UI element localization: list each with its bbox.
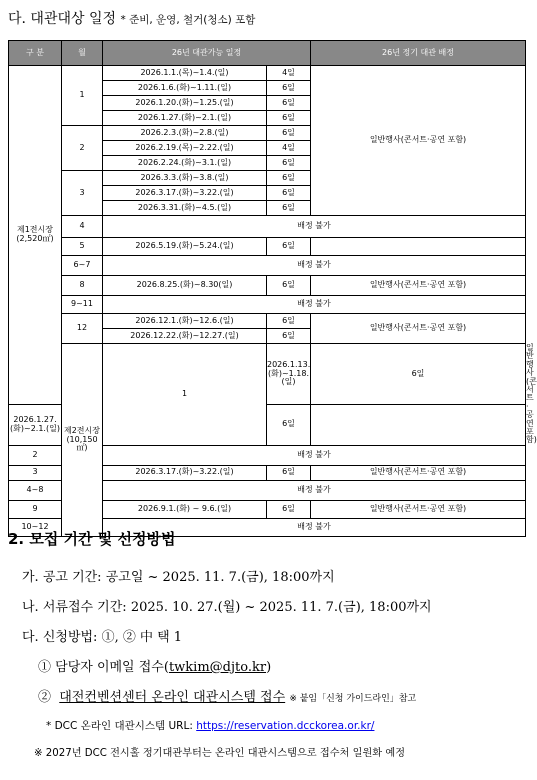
month-cell: 2 bbox=[62, 126, 103, 171]
month-cell: 1 bbox=[62, 66, 103, 126]
days-cell: 6일 bbox=[267, 500, 311, 518]
days-cell: 6일 bbox=[267, 201, 311, 216]
days-cell: 6일 bbox=[267, 404, 311, 445]
date-cell: 2026.1.20.(화)~1.25.(일) bbox=[103, 96, 267, 111]
application-method: 다. 신청방법: ①, ② 中 택 1 bbox=[22, 630, 183, 645]
month-cell: 9 bbox=[9, 500, 62, 518]
unavailable-cell: 배정 불가 bbox=[103, 296, 526, 314]
unavailable-cell: 배정 불가 bbox=[103, 480, 526, 500]
days-cell: 6일 bbox=[267, 314, 311, 329]
submission-period: 나. 서류접수 기간: 2025. 10. 27.(월) ~ 2025. 11. 7.(금), 18:00까지 bbox=[22, 600, 432, 615]
days-cell: 4일 bbox=[267, 141, 311, 156]
unavailable-cell: 배정 불가 bbox=[103, 256, 526, 276]
heading-note: * 준비, 운영, 철거(청소) 포함 bbox=[120, 14, 256, 26]
month-cell: 1 bbox=[103, 344, 267, 446]
option1-prefix: ① 담당자 이메일 접수( bbox=[38, 660, 169, 675]
date-cell: 2026.1.13.(화)~1.18.(일) bbox=[267, 344, 311, 405]
days-cell: 6일 bbox=[267, 96, 311, 111]
month-cell: 4 bbox=[62, 216, 103, 238]
unavailable-cell: 배정 불가 bbox=[103, 216, 526, 238]
date-cell: 2026.1.27.(화)~2.1.(일) bbox=[103, 111, 267, 126]
header-month: 월 bbox=[62, 41, 103, 66]
header-available: 26년 대관가능 일정 bbox=[103, 41, 311, 66]
reservation-link[interactable]: https://reservation.dcckorea.or.kr/ bbox=[196, 720, 375, 732]
option1-line bbox=[38, 656, 271, 675]
hall1-label: 제1전시장 (2,520㎡) bbox=[9, 66, 62, 405]
date-cell: 2026.3.17.(화)~3.22.(일) bbox=[103, 186, 267, 201]
month-cell: 12 bbox=[62, 314, 103, 344]
month-cell: 3 bbox=[9, 465, 62, 480]
schedule-table: 구 분 월 26년 대관가능 일정 26년 정기 대관 배정 제1전시장 (2,520㎡) 1 2026.1.1.(목)~1.4.(일) 4일 일반행사(콘서트·공연 포함) 2026.1.6.(화)~1.11.(일) 6일 2026.1.20.(화)~1.25.(일) 6일 2026.1.27.(화)~2.1.(일) 6일 2 2026.2.3.(화)~2.8.(일) 6일 2026.2.19.(목)~2.22.(일) 4일 2026.2.24.(화)~3.1.(일) 6일 3 2026.3.3.(화)~3.8.(일) 6일 2026.3.17.(화)~3.22.(일) 6일 2026.3.31.(화)~4.5.(일) 6일 4 배정 불가 5 2026.5.19.(화)~5.24.(일) 6일 6~7 배정 불가 8 2026.8.25.(화)~8.30(일) 6일 일반행사(콘서트·공연 포함) 9~11 배정 불가 12 2026.12.1.(화)~12.6.(일) 6일 일반행사(콘서트·공연 포함) 2026.12.22.(화)~12.27.(일) 6일 제2전시장 (10,150㎡) 1 2026.1.13.(화)~1.18.(일) 6일 일반행사(콘서트·공연 포함) 2026.1.27.(화)~2.1.(일) 6일 2 배정 불가 3 2026.3.17.(화)~3.22.(일) 6일 일반행사(콘서트·공연 포함) 4~8 배정 불가 9 2026.9.1.(화) ~ 9.6.(일) 6일 일반행사(콘서트·공연 포함) 10~12 배정 불가 bbox=[8, 40, 526, 537]
option2-text: 대전컨벤션센터 온라인 대관시스템 접수 bbox=[59, 690, 286, 705]
days-cell: 6일 bbox=[267, 126, 311, 141]
month-cell: 3 bbox=[62, 171, 103, 216]
option2-line bbox=[38, 686, 416, 705]
date-cell: 2026.9.1.(화) ~ 9.6.(일) bbox=[103, 500, 267, 518]
notice-period: 가. 공고 기간: 공고일 ~ 2025. 11. 7.(금), 18:00까지 bbox=[22, 570, 335, 585]
date-cell: 2026.3.3.(화)~3.8.(일) bbox=[103, 171, 267, 186]
assignment-cell: 일반행사(콘서트·공연 포함) bbox=[311, 500, 526, 518]
month-cell: 2 bbox=[9, 445, 62, 465]
date-cell: 2026.1.6.(화)~1.11.(일) bbox=[103, 81, 267, 96]
month-cell: 8 bbox=[62, 276, 103, 296]
days-cell: 6일 bbox=[267, 329, 311, 344]
date-cell: 2026.2.19.(목)~2.22.(일) bbox=[103, 141, 267, 156]
section2-title: 2. 모집 기간 및 선정방법 bbox=[8, 530, 176, 548]
date-cell: 2026.3.17.(화)~3.22.(일) bbox=[103, 465, 267, 480]
month-cell: 6~7 bbox=[62, 256, 103, 276]
header-assignment: 26년 정기 대관 배정 bbox=[311, 41, 526, 66]
assignment-cell: 일반행사(콘서트·공연 포함) bbox=[311, 276, 526, 296]
days-cell: 6일 bbox=[267, 81, 311, 96]
days-cell: 4일 bbox=[267, 66, 311, 81]
month-cell: 4~8 bbox=[9, 480, 62, 500]
date-cell: 2026.8.25.(화)~8.30(일) bbox=[103, 276, 267, 296]
option2-note: ※ 붙임「신청 가이드라인」참고 bbox=[289, 694, 417, 704]
date-cell: 2026.2.24.(화)~3.1.(일) bbox=[103, 156, 267, 171]
heading-title: 다. 대관대상 일정 bbox=[8, 11, 117, 27]
assignment-cell: 일반행사(콘서트·공연 포함) bbox=[311, 465, 526, 480]
days-cell: 6일 bbox=[311, 344, 526, 405]
days-cell: 6일 bbox=[267, 171, 311, 186]
assignment-empty bbox=[311, 238, 526, 256]
header-division: 구 분 bbox=[9, 41, 62, 66]
days-cell: 6일 bbox=[267, 111, 311, 126]
email-link[interactable]: twkim@djto.kr bbox=[168, 660, 267, 675]
url-line bbox=[46, 718, 374, 733]
footer-note: ※ 2027년 DCC 전시홀 정기대관부터는 온라인 대관시스템으로 접수처 일원화 예정 bbox=[34, 748, 406, 759]
days-cell: 6일 bbox=[267, 156, 311, 171]
assignment-cell: 일반행사(콘서트·공연 포함) bbox=[311, 66, 526, 216]
month-cell: 5 bbox=[62, 238, 103, 256]
month-cell: 9~11 bbox=[62, 296, 103, 314]
date-cell: 2026.1.27.(화)~2.1.(일) bbox=[9, 404, 62, 445]
date-cell: 2026.1.1.(목)~1.4.(일) bbox=[103, 66, 267, 81]
assignment-cell: 일반행사(콘서트·공연 포함) bbox=[311, 314, 526, 344]
date-cell: 2026.3.31.(화)~4.5.(일) bbox=[103, 201, 267, 216]
unavailable-cell: 배정 불가 bbox=[103, 518, 526, 536]
option1-suffix: ) bbox=[266, 660, 272, 675]
date-cell: 2026.2.3.(화)~2.8.(일) bbox=[103, 126, 267, 141]
days-cell: 6일 bbox=[267, 186, 311, 201]
days-cell: 6일 bbox=[267, 465, 311, 480]
unavailable-cell: 배정 불가 bbox=[103, 445, 526, 465]
url-prefix: * DCC 온라인 대관시스템 URL: bbox=[46, 720, 197, 732]
hall2-label: 제2전시장 (10,150㎡) bbox=[62, 344, 103, 537]
section-heading bbox=[8, 8, 255, 28]
date-cell: 2026.12.22.(화)~12.27.(일) bbox=[103, 329, 267, 344]
option2-num: ② bbox=[38, 690, 52, 705]
days-cell: 6일 bbox=[267, 238, 311, 256]
days-cell: 6일 bbox=[267, 276, 311, 296]
date-cell: 2026.5.19.(화)~5.24.(일) bbox=[103, 238, 267, 256]
date-cell: 2026.12.1.(화)~12.6.(일) bbox=[103, 314, 267, 329]
month-cell: 10~12 bbox=[9, 518, 62, 536]
